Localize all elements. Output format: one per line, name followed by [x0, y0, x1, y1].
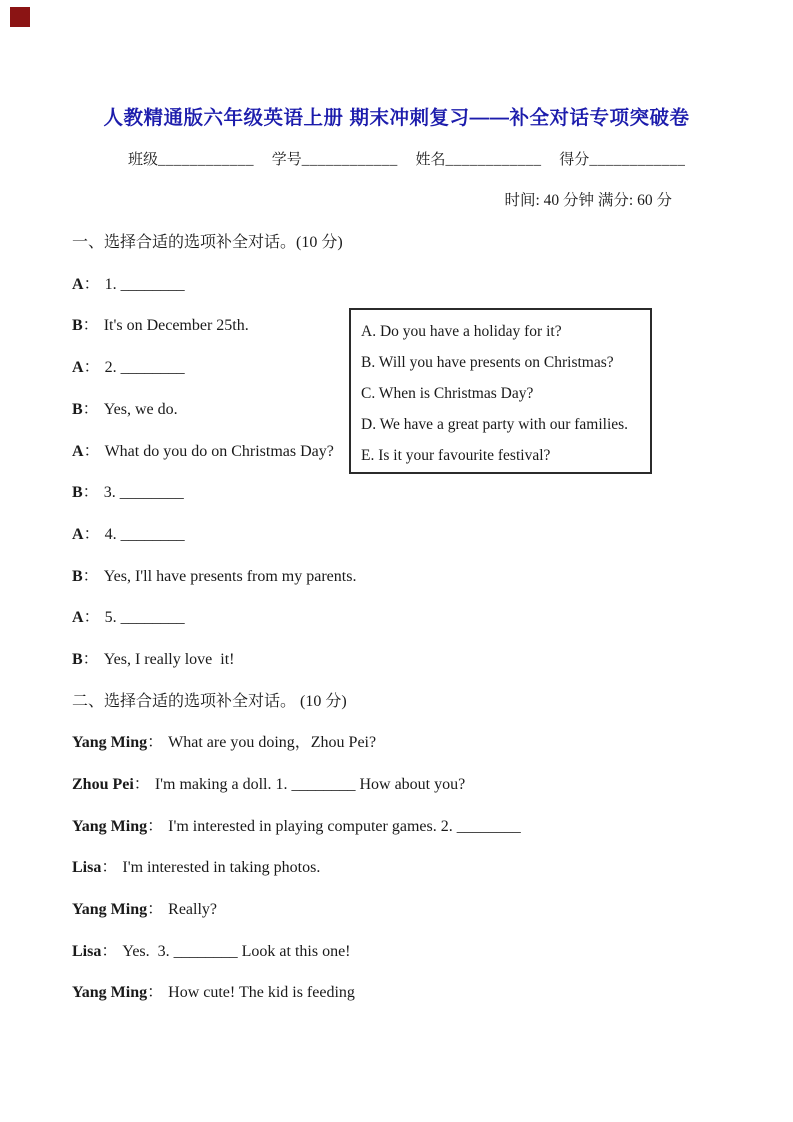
dialogue-text: What do you do on Christmas Day? [104, 442, 334, 460]
dialogue-line [72, 899, 721, 941]
option-b: B. Will you have presents on Christmas? [361, 354, 614, 371]
dialogue-text: Yes, I really love it! [103, 650, 235, 668]
speaker-colon: ： [83, 359, 100, 377]
dialogue-line [72, 941, 721, 983]
speaker-colon: ： [83, 442, 100, 460]
field-class-blank: ____________ [158, 151, 255, 168]
speaker-colon: ： [82, 484, 99, 502]
speaker-label: A [72, 359, 84, 377]
option-e: E. Is it your favourite festival? [361, 447, 551, 464]
speaker-label: B [72, 400, 83, 418]
dialogue-line [72, 982, 721, 1024]
speaker-label: A [72, 275, 84, 293]
field-class [128, 152, 254, 168]
speaker-label: B [72, 650, 83, 668]
dialogue-line [72, 857, 721, 899]
speaker-colon: ： [133, 776, 150, 793]
speaker-label: A [72, 609, 84, 627]
field-student-number [272, 152, 398, 168]
speaker-colon: ： [83, 609, 100, 627]
answer-options-box [349, 308, 652, 474]
dialogue-line [72, 774, 721, 816]
dialogue-text: I'm making a doll. 1. ________ How about you? [154, 776, 466, 793]
speaker-colon: ： [147, 817, 164, 835]
dialogue-text: 2. ________ [104, 359, 185, 377]
speaker-label: Yang Ming [72, 734, 148, 752]
dialogue-text: 1. ________ [104, 275, 185, 293]
field-student-number-label: 学号 [271, 151, 302, 168]
option-a: A. Do you have a holiday for it? [361, 323, 562, 340]
option-c: C. When is Christmas Day? [361, 385, 534, 402]
corner-stamp [10, 7, 30, 27]
dialogue-line [72, 816, 721, 858]
dialogue-text: It's on December 25th. [103, 317, 249, 335]
field-name-label: 姓名 [415, 151, 446, 168]
speaker-colon: ： [147, 901, 164, 919]
dialogue-line [72, 649, 721, 691]
field-score-blank: ____________ [589, 151, 686, 168]
speaker-label: A [72, 525, 84, 543]
exam-time-score-info: 时间: 40 分钟 满分: 60 分 [504, 192, 672, 210]
dialogue-text: Yes. 3. ________ Look at this one! [122, 942, 351, 960]
speaker-label: Yang Ming [72, 817, 148, 835]
speaker-colon: ： [83, 525, 100, 543]
field-student-number-blank: ____________ [301, 151, 398, 168]
speaker-label: Yang Ming [72, 901, 148, 919]
speaker-colon: ： [147, 984, 164, 1002]
field-name [416, 152, 542, 168]
dialogue-text: I'm interested in playing computer games. 2. ________ [168, 817, 521, 835]
speaker-label: Yang Ming [72, 984, 148, 1002]
dialogue-text: Yes, I'll have presents from my parents. [103, 567, 357, 585]
speaker-colon: ： [101, 942, 118, 960]
speaker-colon: ： [83, 275, 100, 293]
field-name-blank: ____________ [445, 151, 542, 168]
dialogue-text: How cute! The kid is feeding [168, 984, 355, 1002]
dialogue-text: What are you doing，Zhou Pei? [168, 734, 377, 752]
dialogue-line [72, 482, 721, 524]
section2-heading: 二、选择合适的选项补全对话。 (10 分) [72, 692, 347, 710]
speaker-label: Lisa [72, 942, 102, 960]
speaker-label: Zhou Pei [72, 776, 134, 793]
dialogue-text: 5. ________ [104, 609, 185, 627]
speaker-label: Lisa [72, 859, 102, 877]
speaker-label: A [72, 442, 84, 460]
dialogue-line [72, 607, 721, 649]
dialogue-text: 4. ________ [104, 525, 185, 543]
speaker-label: B [72, 484, 83, 502]
dialogue-text: 3. ________ [103, 484, 184, 502]
page-title: 人教精通版六年级英语上册 期末冲刺复习——补全对话专项突破卷 [103, 107, 690, 129]
dialogue-text: Yes, we do. [103, 400, 178, 418]
dialogue-text: I'm interested in taking photos. [122, 859, 321, 877]
dialogue-text: Really? [168, 901, 218, 919]
speaker-colon: ： [82, 400, 99, 418]
dialogue-line [72, 524, 721, 566]
dialogue-line [72, 732, 721, 774]
speaker-colon: ： [82, 567, 99, 585]
field-class-label: 班级 [128, 151, 159, 168]
speaker-colon: ： [101, 859, 118, 877]
speaker-colon: ： [82, 317, 99, 335]
field-score-label: 得分 [559, 151, 590, 168]
speaker-label: B [72, 567, 83, 585]
student-info-row [72, 149, 721, 191]
speaker-colon: ： [82, 650, 99, 668]
dialogue-line [72, 566, 721, 608]
speaker-colon: ： [147, 734, 164, 752]
speaker-label: B [72, 317, 83, 335]
field-score [559, 152, 685, 168]
option-d: D. We have a great party with our families. [361, 416, 629, 433]
section1-heading: 一、选择合适的选项补全对话。(10 分) [72, 234, 343, 252]
